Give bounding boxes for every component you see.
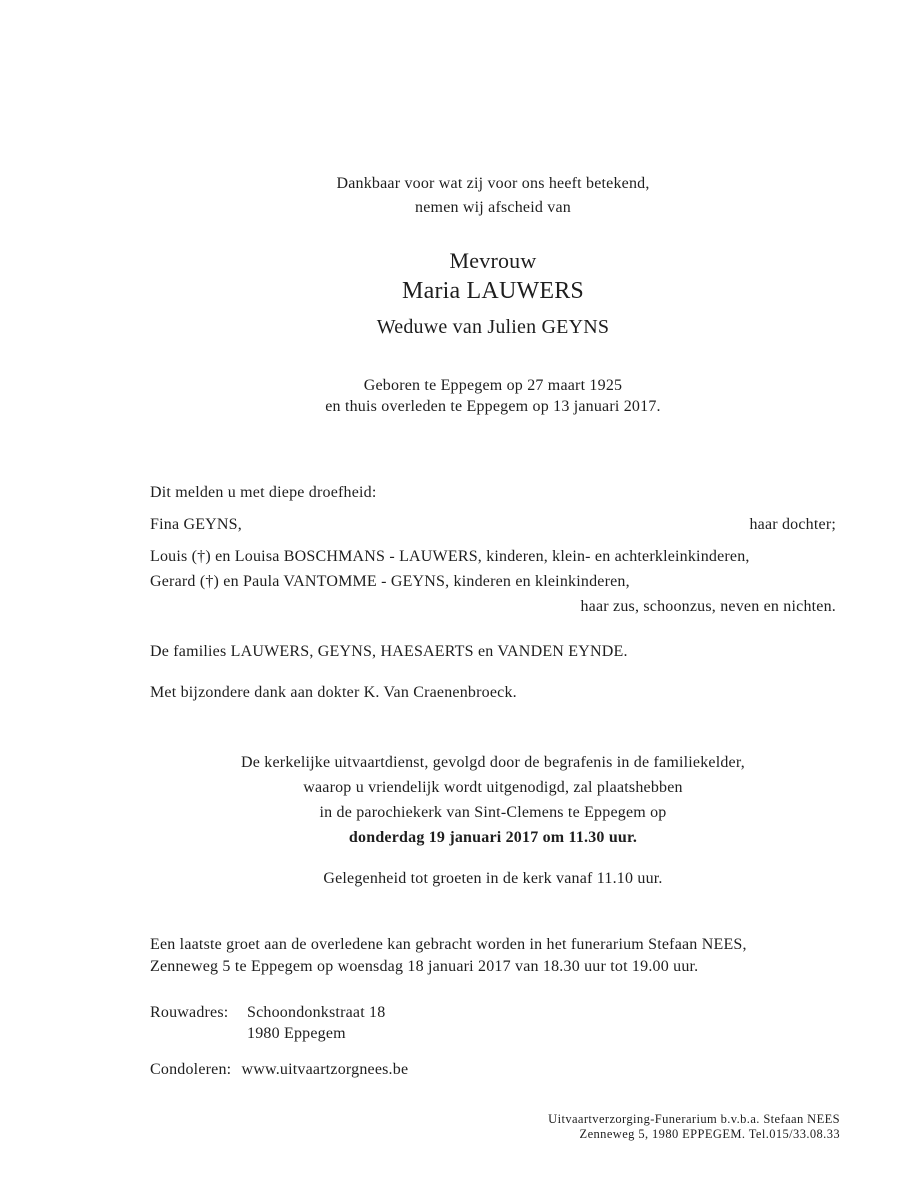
daughter-row	[150, 514, 836, 535]
birth-line: Geboren te Eppegem op 27 maart 1925	[363, 377, 623, 394]
funeral-home-footer	[150, 1112, 840, 1142]
condolences-section	[150, 1059, 836, 1080]
daughter-name: Fina GEYNS,	[150, 516, 242, 533]
mourning-address-value	[247, 1002, 385, 1044]
footer-address-line: Zenneweg 5, 1980 EPPEGEM. Tel.015/33.08.33	[579, 1127, 840, 1141]
condolences-label: Condoleren:	[150, 1061, 232, 1078]
mourning-address-section	[150, 1002, 836, 1044]
relatives-section	[150, 544, 836, 619]
deceased-section	[150, 246, 836, 340]
relatives-line-2: Gerard (†) en Paula VANTOMME - GEYNS, kinderen en kleinkinderen,	[150, 573, 630, 590]
service-line-3: in de parochiekerk van Sint-Clemens te Eppegem op	[319, 804, 667, 821]
mourning-address-label: Rouwadres:	[150, 1004, 229, 1021]
relatives-line-1: Louis (†) en Louisa BOSCHMANS - LAUWERS, kinderen, klein- en achterkleinkinderen,	[150, 548, 750, 565]
visitation-line-2: Zenneweg 5 te Eppegem op woensdag 18 januari 2017 van 18.30 uur tot 19.00 uur.	[150, 958, 699, 975]
mourning-address-street: Schoondonkstraat 18	[247, 1004, 386, 1021]
announcement-line: Dit melden u met diepe droefheid:	[150, 484, 377, 501]
deceased-honorific: Mevrouw	[449, 248, 537, 273]
death-line: en thuis overleden te Eppegem op 13 januari 2017.	[325, 398, 661, 415]
service-line-2: waarop u vriendelijk wordt uitgenodigd, zal plaatshebben	[303, 779, 683, 796]
visitation-line-1: Een laatste groet aan de overledene kan gebracht worden in het funerarium Stefaan NEES,	[150, 936, 747, 953]
families-line: De families LAUWERS, GEYNS, HAESAERTS en VANDEN EYNDE.	[150, 643, 628, 660]
service-line-1: De kerkelijke uitvaartdienst, gevolgd door de begrafenis in de familiekelder,	[241, 754, 745, 771]
birth-death-section	[150, 375, 836, 417]
intro-section	[150, 172, 836, 220]
service-date-line: donderdag 19 januari 2017 om 11.30 uur.	[348, 829, 638, 846]
daughter-relation: haar dochter;	[749, 516, 836, 533]
service-section	[150, 750, 836, 850]
mourning-address-city: 1980 Eppegem	[247, 1025, 346, 1042]
condolences-website: www.uitvaartzorgnees.be	[241, 1061, 409, 1078]
deceased-name: Maria LAUWERS	[402, 278, 584, 304]
thanks-line: Met bijzondere dank aan dokter K. Van Craenenbroeck.	[150, 684, 517, 701]
intro-line-1: Dankbaar voor wat zij voor ons heeft betekend,	[336, 175, 650, 192]
intro-line-2: nemen wij afscheid van	[415, 199, 571, 216]
deceased-widow-of: Weduwe van Julien GEYNS	[376, 316, 610, 338]
footer-company-line: Uitvaartverzorging-Funerarium b.v.b.a. Stefaan NEES	[548, 1112, 840, 1126]
greeting-line: Gelegenheid tot groeten in de kerk vanaf 11.10 uur.	[323, 870, 663, 887]
visitation-section	[150, 934, 836, 978]
relatives-line-3: haar zus, schoonzus, neven en nichten.	[580, 598, 836, 615]
